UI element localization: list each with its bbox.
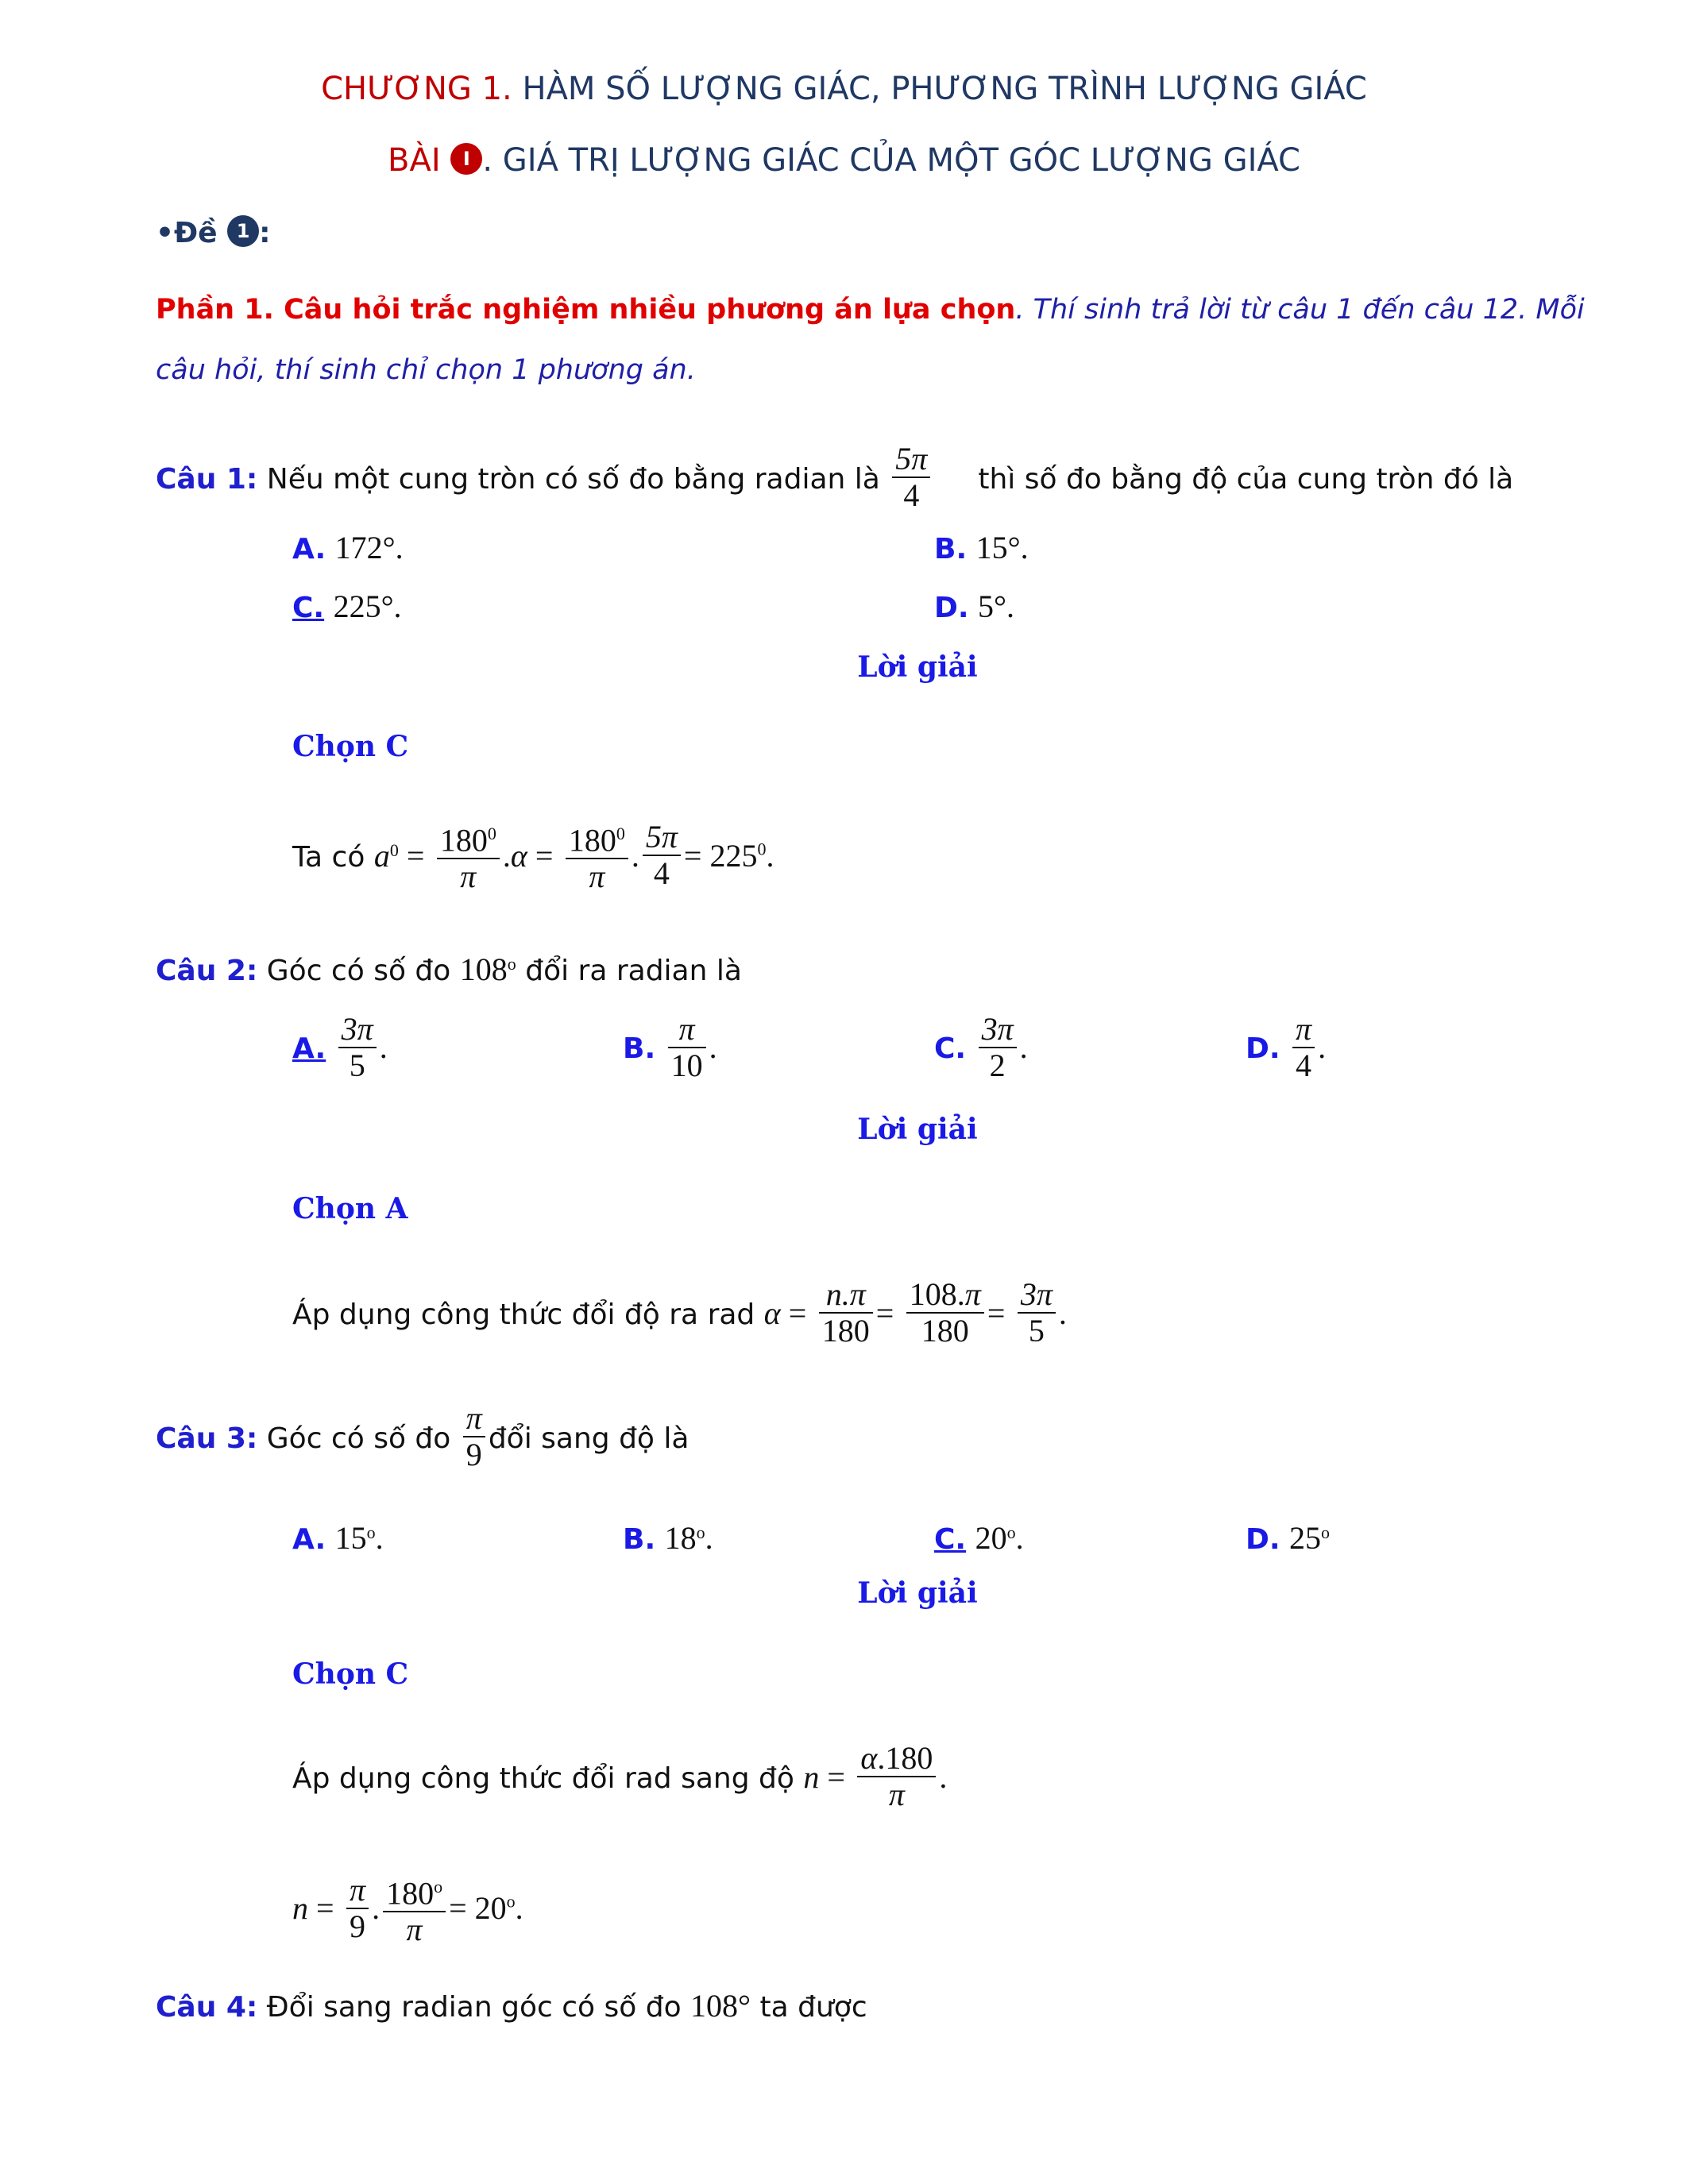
- q2-option-a[interactable]: A. $\frac{3\pi}{5}$ .: [292, 1011, 388, 1083]
- q3-option-c[interactable]: C. 20$^o$.: [934, 1520, 1024, 1556]
- q3-option-d[interactable]: D. 25$^o$: [1246, 1520, 1331, 1556]
- q2-chosen-answer: Chọn A: [292, 1192, 408, 1225]
- q1-chosen-answer: Chọn C: [292, 730, 409, 763]
- q1-option-a[interactable]: A. 172°.: [292, 530, 404, 565]
- q1-solution-title: Lời giải: [857, 650, 978, 684]
- part-title: Phần 1. Câu hỏi trắc nghiệm nhiều phương án lựa chọn: [156, 294, 1016, 326]
- lesson-number-badge: I: [450, 143, 482, 175]
- q3-solution-title: Lời giải: [857, 1576, 978, 1610]
- question-4: [156, 1985, 867, 2028]
- question-2-text-after: đổi ra radian là: [525, 955, 742, 987]
- part-instruction-2: câu hỏi, thí sinh chỉ chọn 1 phương án.: [156, 354, 696, 386]
- part-heading: [156, 289, 1585, 330]
- question-3-text-after: đổi sang độ là: [488, 1422, 689, 1455]
- question-3: Câu 3: Góc có số đo $\frac{\pi}{9}$ đổi sang độ là: [156, 1400, 689, 1472]
- q3-option-b[interactable]: B. 18$^o$.: [623, 1520, 713, 1556]
- q3-solution-formula: Áp dụng công thức đổi rad sang độ n = $\frac{\alpha.180}{\pi}$ .: [292, 1740, 948, 1812]
- chapter-prefix: CHƯƠNG 1.: [321, 71, 512, 107]
- lesson-prefix: BÀI: [388, 142, 441, 179]
- part-instruction-1: . Thí sinh trả lời từ câu 1 đến câu 12. Mỗi: [1015, 294, 1585, 326]
- q3-solution-calc: n = $\frac{\pi}{9}$ . $\frac{180^o}{\pi}$ = $20^o$.: [292, 1872, 523, 1948]
- chapter-name: HÀM SỐ LƯỢNG GIÁC, PHƯƠNG TRÌNH LƯỢNG GIÁC: [522, 71, 1367, 107]
- q3-option-a[interactable]: A. 15$^o$.: [292, 1520, 384, 1556]
- question-4-label: Câu 4:: [156, 1991, 258, 2024]
- question-2: Câu 2: Góc có số đo 108$^o$ đổi ra radian là: [156, 951, 742, 987]
- exam-bullet-icon: •: [156, 217, 175, 249]
- question-1-label: Câu 1:: [156, 463, 258, 496]
- chapter-title: [0, 67, 1688, 111]
- question-3-text-before: Góc có số đo: [266, 1422, 451, 1455]
- q1-option-c[interactable]: C. 225°.: [292, 588, 402, 624]
- q2-option-c[interactable]: C. $\frac{3\pi}{2}$ .: [934, 1011, 1028, 1083]
- exam-number-badge: 1: [227, 215, 259, 247]
- q2-solution-title: Lời giải: [857, 1113, 978, 1146]
- question-1-text-after: thì số đo bằng độ của cung tròn đó là: [978, 463, 1514, 496]
- question-1-fraction: $\frac{5\pi}{4}$: [892, 442, 930, 513]
- question-2-value: 108: [459, 951, 508, 987]
- question-4-text-before: Đổi sang radian góc có số đo: [266, 1991, 682, 2024]
- question-1-text-before: Nếu một cung tròn có số đo bằng radian là: [266, 463, 880, 496]
- q2-option-d[interactable]: D. $\frac{\pi}{4}$ .: [1246, 1011, 1327, 1083]
- lesson-name: . GIÁ TRỊ LƯỢNG GIÁC CỦA MỘT GÓC LƯỢNG GIÁC: [482, 142, 1300, 179]
- exam-label: •Đề 1 :: [156, 217, 271, 249]
- question-3-label: Câu 3:: [156, 1422, 258, 1455]
- q3-chosen-answer: Chọn C: [292, 1657, 409, 1691]
- q1-solution-work: Ta có $a^0$ = $\frac{180^0}{\pi}$ .α = $\frac{180^0}{\pi}$ . $\frac{5\pi}{4}$ = $225^0$.: [292, 819, 774, 895]
- q1-option-d[interactable]: D. 5°.: [934, 588, 1015, 624]
- question-1: [156, 441, 1514, 516]
- question-2-label: Câu 2:: [156, 955, 258, 987]
- question-4-value: 108°: [690, 1988, 751, 2024]
- q1-option-b[interactable]: B. 15°.: [934, 530, 1029, 565]
- question-2-text-before: Góc có số đo: [266, 955, 451, 987]
- question-4-text-after: ta được: [759, 1991, 867, 2024]
- q2-solution-work: Áp dụng công thức đổi độ ra rad α = $\frac{n.\pi}{180}$ = $\frac{108.\pi}{180}$ = $\frac{3\pi}{5}$ .: [292, 1276, 1067, 1349]
- lesson-title: [0, 138, 1688, 183]
- q2-option-b[interactable]: B. $\frac{\pi}{10}$ .: [623, 1011, 717, 1083]
